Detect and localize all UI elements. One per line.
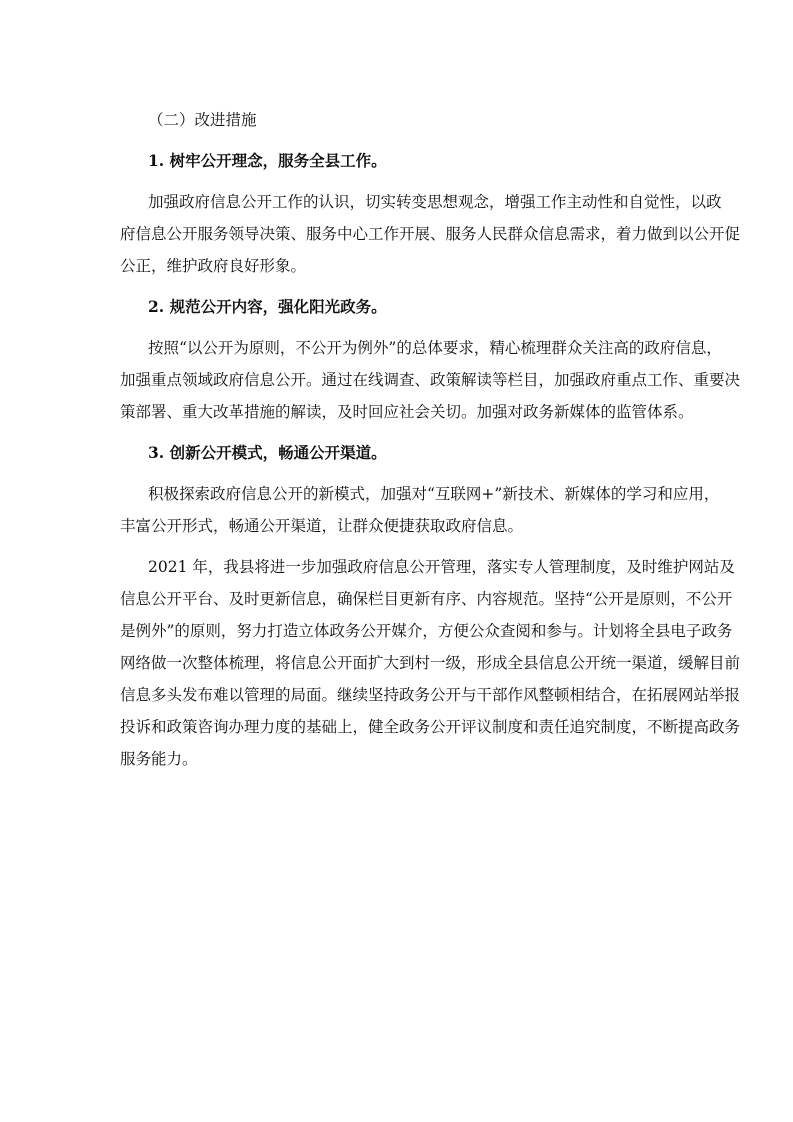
paragraph-line: 积极探索政府信息公开的新模式，加强对“互联网+”新技术、新媒体的学习和应用， — [148, 485, 720, 503]
item-heading-3: 3. 创新公开模式，畅通公开渠道。 — [148, 443, 387, 462]
paragraph-line: 是例外”的原则，努力打造立体政务公开媒介，方便公众查阅和参与。计划将全县电子政务 — [120, 622, 733, 640]
paragraph-line: 府信息公开服务领导决策、服务中心工作开展、服务人民群众信息需求，着力做到以公开促 — [120, 225, 741, 243]
paragraph-line: 2021 年，我县将进一步加强政府信息公开管理，落实专人管理制度，及时维护网站及 — [148, 558, 735, 576]
paragraph-line: 投诉和政策咨询办理力度的基础上，健全政务公开评议制度和责任追究制度，不断提高政务 — [120, 718, 741, 736]
paragraph-line: 服务能力。 — [120, 750, 198, 768]
paragraph-line: 信息公开平台、及时更新信息，确保栏目更新有序、内容规范。坚持“公开是原则，不公开 — [120, 590, 733, 608]
paragraph-line: 信息多头发布难以管理的局面。继续坚持政务公开与干部作风整顿相结合，在拓展网站举报 — [120, 686, 741, 704]
section-title: （二）改进措施 — [148, 111, 257, 129]
item-heading-2: 2. 规范公开内容，强化阳光政务。 — [148, 297, 387, 316]
paragraph-line: 加强政府信息公开工作的认识，切实转变思想观念，增强工作主动性和自觉性，以政 — [148, 193, 722, 211]
item-heading-1: 1. 树牢公开理念，服务全县工作。 — [148, 151, 387, 170]
paragraph-line: 按照“以公开为原则，不公开为例外”的总体要求，精心梳理群众关注高的政府信息， — [148, 339, 722, 357]
paragraph-line: 网络做一次整体梳理，将信息公开面扩大到村一级，形成全县信息公开统一渠道，缓解目前 — [120, 654, 741, 672]
paragraph-line: 加强重点领域政府信息公开。通过在线调查、政策解读等栏目，加强政府重点工作、重要决 — [120, 371, 741, 389]
paragraph-line: 策部署、重大改革措施的解读，及时回应社会关切。加强对政务新媒体的监管体系。 — [120, 403, 694, 421]
paragraph-line: 公正，维护政府良好形象。 — [120, 257, 307, 275]
paragraph-line: 丰富公开形式，畅通公开渠道，让群众便捷获取政府信息。 — [120, 517, 524, 535]
document-body — [120, 104, 741, 775]
